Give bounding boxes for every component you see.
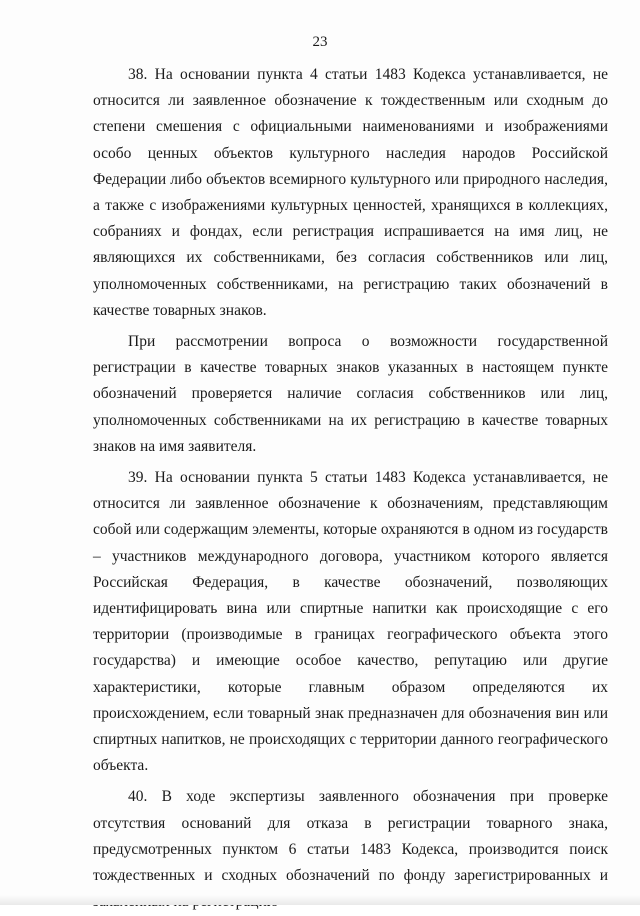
paragraph-40: 40. В ходе экспертизы заявленного обозначения при проверке отсутствия оснований для отказа в регистрации товарного знака, предусмотренных пунктом 6 статьи 1483 Кодекса, производится поиск тождественных и сходных обозначений по фонду зарегистрированных и [93,788,608,885]
document-body [93,62,608,916]
page-number: 23 [312,34,328,50]
paragraph-38-continuation: При рассмотрении вопроса о возможности государственной регистрации в качестве товарных знаков указанных в настоящем пункте обозначений проверяется наличие согласия собственников или лиц, уполномоченных собственниками на их регистрацию в качестве товарных знаков на имя заявителя. [93,333,608,455]
paragraph-39: 39. На основании пункта 5 статьи 1483 Кодекса устанавливается, не относится ли заявленное обозначение к обозначениям, представляющим собой или содержащим элементы, которые охраняются в одном из государств – участников международного договора, участником которого является Российская Федерация, в качестве обозначений, позволяющих идентифицировать вина или спиртные напитки как происходящие с его территории (производимые в границах географического объекта этого государства) и имеющие особое качество, репутацию или другие характеристики, которые главным образом определяются их происхождением, если товарный знак предназначен для обозначения вин или спиртных напитков, не происходящих с территории данного географического объекта. [93,469,608,775]
paragraph-38: 38. На основании пункта 4 статьи 1483 Кодекса устанавливается, не относится ли заявленное обозначение к тождественным или сходным до степени смешения с официальными наименованиями и изображениями особо ценных объектов культурного наследия народов Российской Федерации либо объектов всемирного культурного или природного наследия, а также с изображениями культурных ценностей, хранящихся в коллекциях, собраниях и фондах, если регистрация испрашивается на имя лиц, не являющихся их собственниками, без согласия собственников или лиц, уполномоченных собственниками, на регистрацию таких обозначений в качестве товарных знаков. [93,66,608,319]
page-bottom-edge [0,895,640,905]
